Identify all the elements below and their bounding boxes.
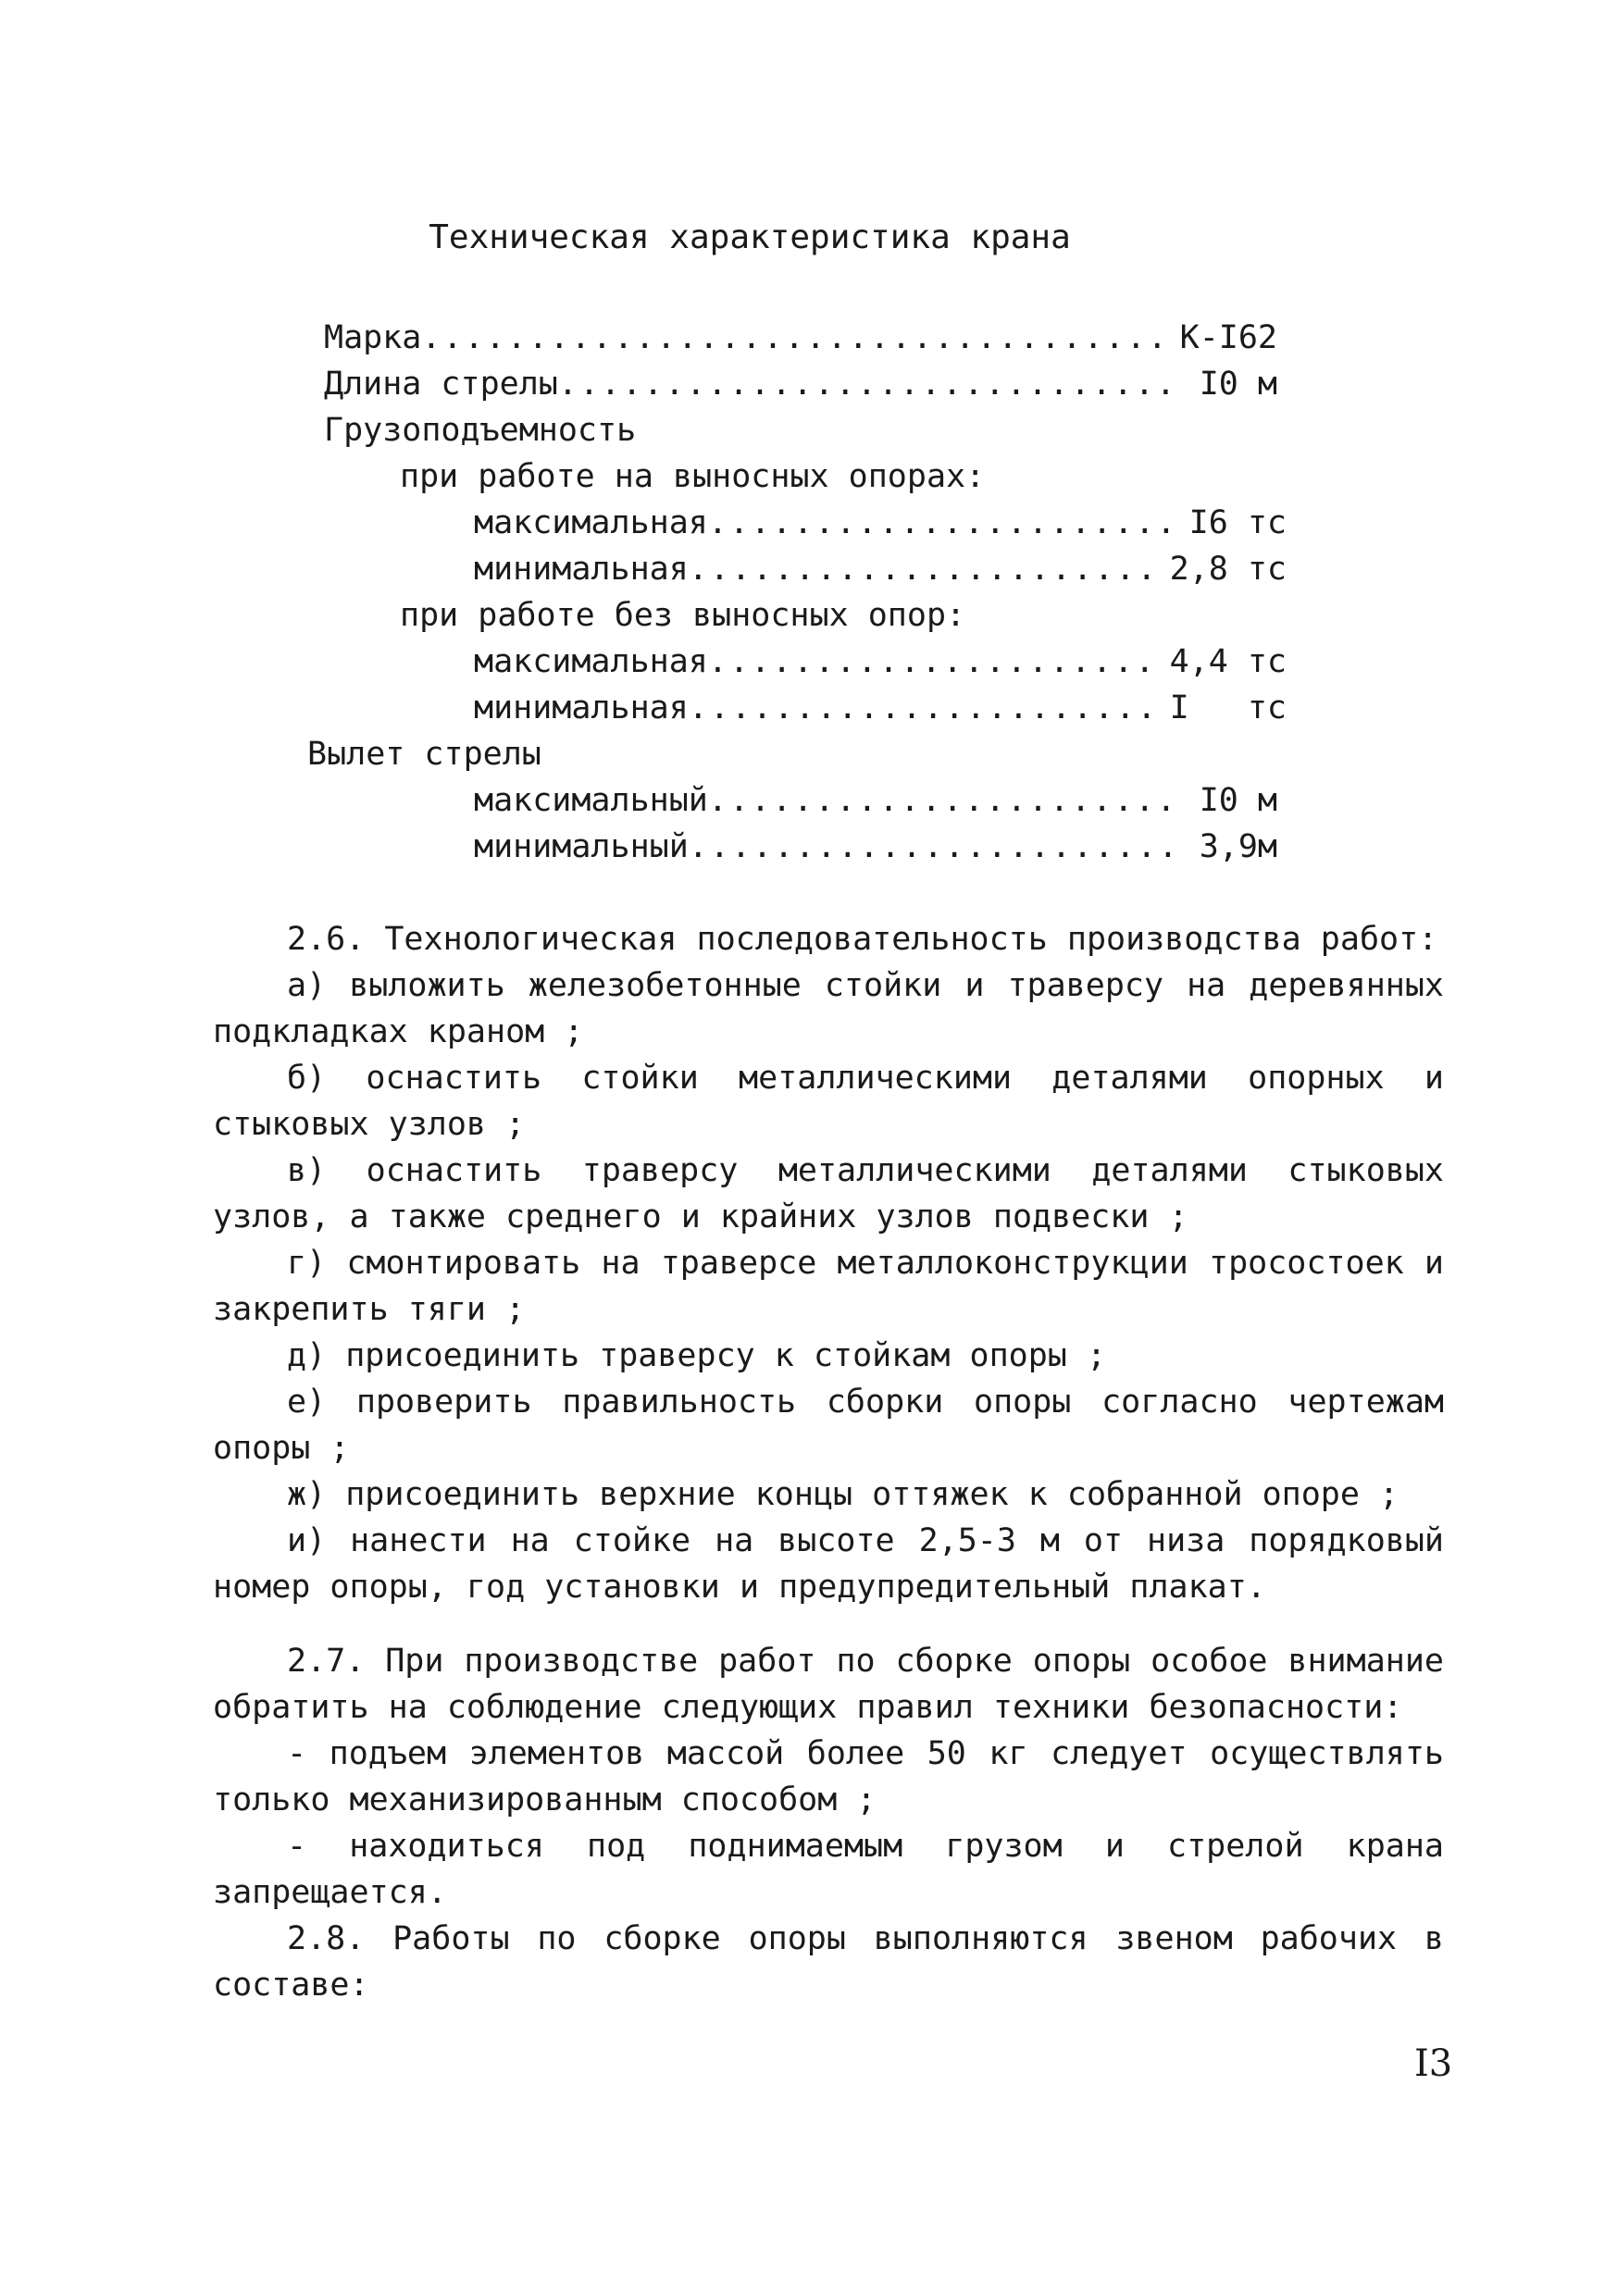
list-item: - подъем элементов массой более 50 кг следует осуществлять только механизированным способом ; <box>213 1735 1444 1818</box>
leader-dots <box>689 685 1151 731</box>
spec-label: минимальный <box>474 828 689 865</box>
spec-label: максимальная <box>474 504 708 541</box>
spec-value: I0 м <box>1199 366 1277 403</box>
list-item: д) присоединить траверсу к стойкам опоры ; <box>287 1337 1107 1374</box>
leader-dots <box>689 546 1151 592</box>
spec-value: 4,4 тс <box>1169 643 1287 680</box>
leader-dots <box>689 824 1181 870</box>
spec-value: I0 м <box>1199 782 1277 819</box>
leader-dots <box>708 639 1151 685</box>
section-2-7-heading: 2.7. При производстве работ по сборке опоры особое внимание обратить на соблюдение следующих правил техники безопасности: <box>213 1643 1444 1726</box>
spec-value: 3,9м <box>1199 828 1277 865</box>
leader-dots <box>708 777 1181 824</box>
list-item: в) оснастить траверсу металлическими деталями стыковых узлов, а также среднего и крайних узлов подвески ; <box>213 1152 1444 1235</box>
leader-dots <box>421 315 1161 361</box>
spec-row-without-min <box>474 685 1287 731</box>
spec-row-brand <box>324 315 1277 361</box>
spec-row-boom-length <box>324 361 1277 407</box>
spec-row-with-min <box>474 546 1287 592</box>
list-item: е) проверить правильность сборки опоры согласно чертежам опоры ; <box>213 1384 1444 1467</box>
spec-value: I тс <box>1169 689 1287 726</box>
spec-row-without-max <box>474 639 1287 685</box>
list-item: ж) присоединить верхние концы оттяжек к собранной опоре ; <box>287 1476 1399 1513</box>
list-item: б) оснастить стойки металлическими деталями опорных и стыковых узлов ; <box>213 1060 1444 1143</box>
section-2-8-text: 2.8. Работы по сборке опоры выполняются звеном рабочих в составе: <box>213 1920 1444 2004</box>
spec-row-reach-max <box>474 777 1277 824</box>
spec-label: Марка <box>324 319 422 356</box>
spec-title: Техническая характеристика крана <box>429 218 1071 256</box>
without-outriggers-heading: при работе без выносных опор: <box>400 597 966 634</box>
list-item: - находиться под поднимаемым грузом и стрелой крана запрещается. <box>213 1828 1444 1911</box>
leader-dots <box>558 361 1181 407</box>
list-item: и) нанести на стойке на высоте 2,5-3 м от низа порядковый номер опоры, год установки и предупредительный плакат. <box>213 1522 1444 1606</box>
spec-value: К-I62 <box>1179 319 1277 356</box>
spec-label: минимальная <box>474 689 689 726</box>
section-2-6-heading: 2.6. Технологическая последовательность производства работ: <box>287 921 1438 958</box>
reach-heading: Вылет стрелы <box>307 736 541 773</box>
spec-row-reach-min <box>474 824 1277 870</box>
spec-label: Длина стрелы <box>324 366 558 403</box>
spec-value: 2,8 тс <box>1169 551 1287 588</box>
leader-dots <box>708 500 1171 546</box>
spec-label: минимальная <box>474 551 689 588</box>
with-outriggers-heading: при работе на выносных опорах: <box>400 458 986 495</box>
capacity-heading: Грузоподъемность <box>324 412 637 449</box>
list-item: а) выложить железобетонные стойки и траверсу на деревянных подкладках краном ; <box>213 967 1444 1050</box>
spec-row-with-max <box>474 500 1287 546</box>
spec-label: максимальная <box>474 643 708 680</box>
spec-label: максимальный <box>474 782 708 819</box>
spec-value: I6 тс <box>1188 504 1287 541</box>
list-item: г) смонтировать на траверсе металлоконструкции тросостоек и закрепить тяги ; <box>213 1245 1444 1328</box>
page-number: I3 <box>1414 2042 1453 2085</box>
